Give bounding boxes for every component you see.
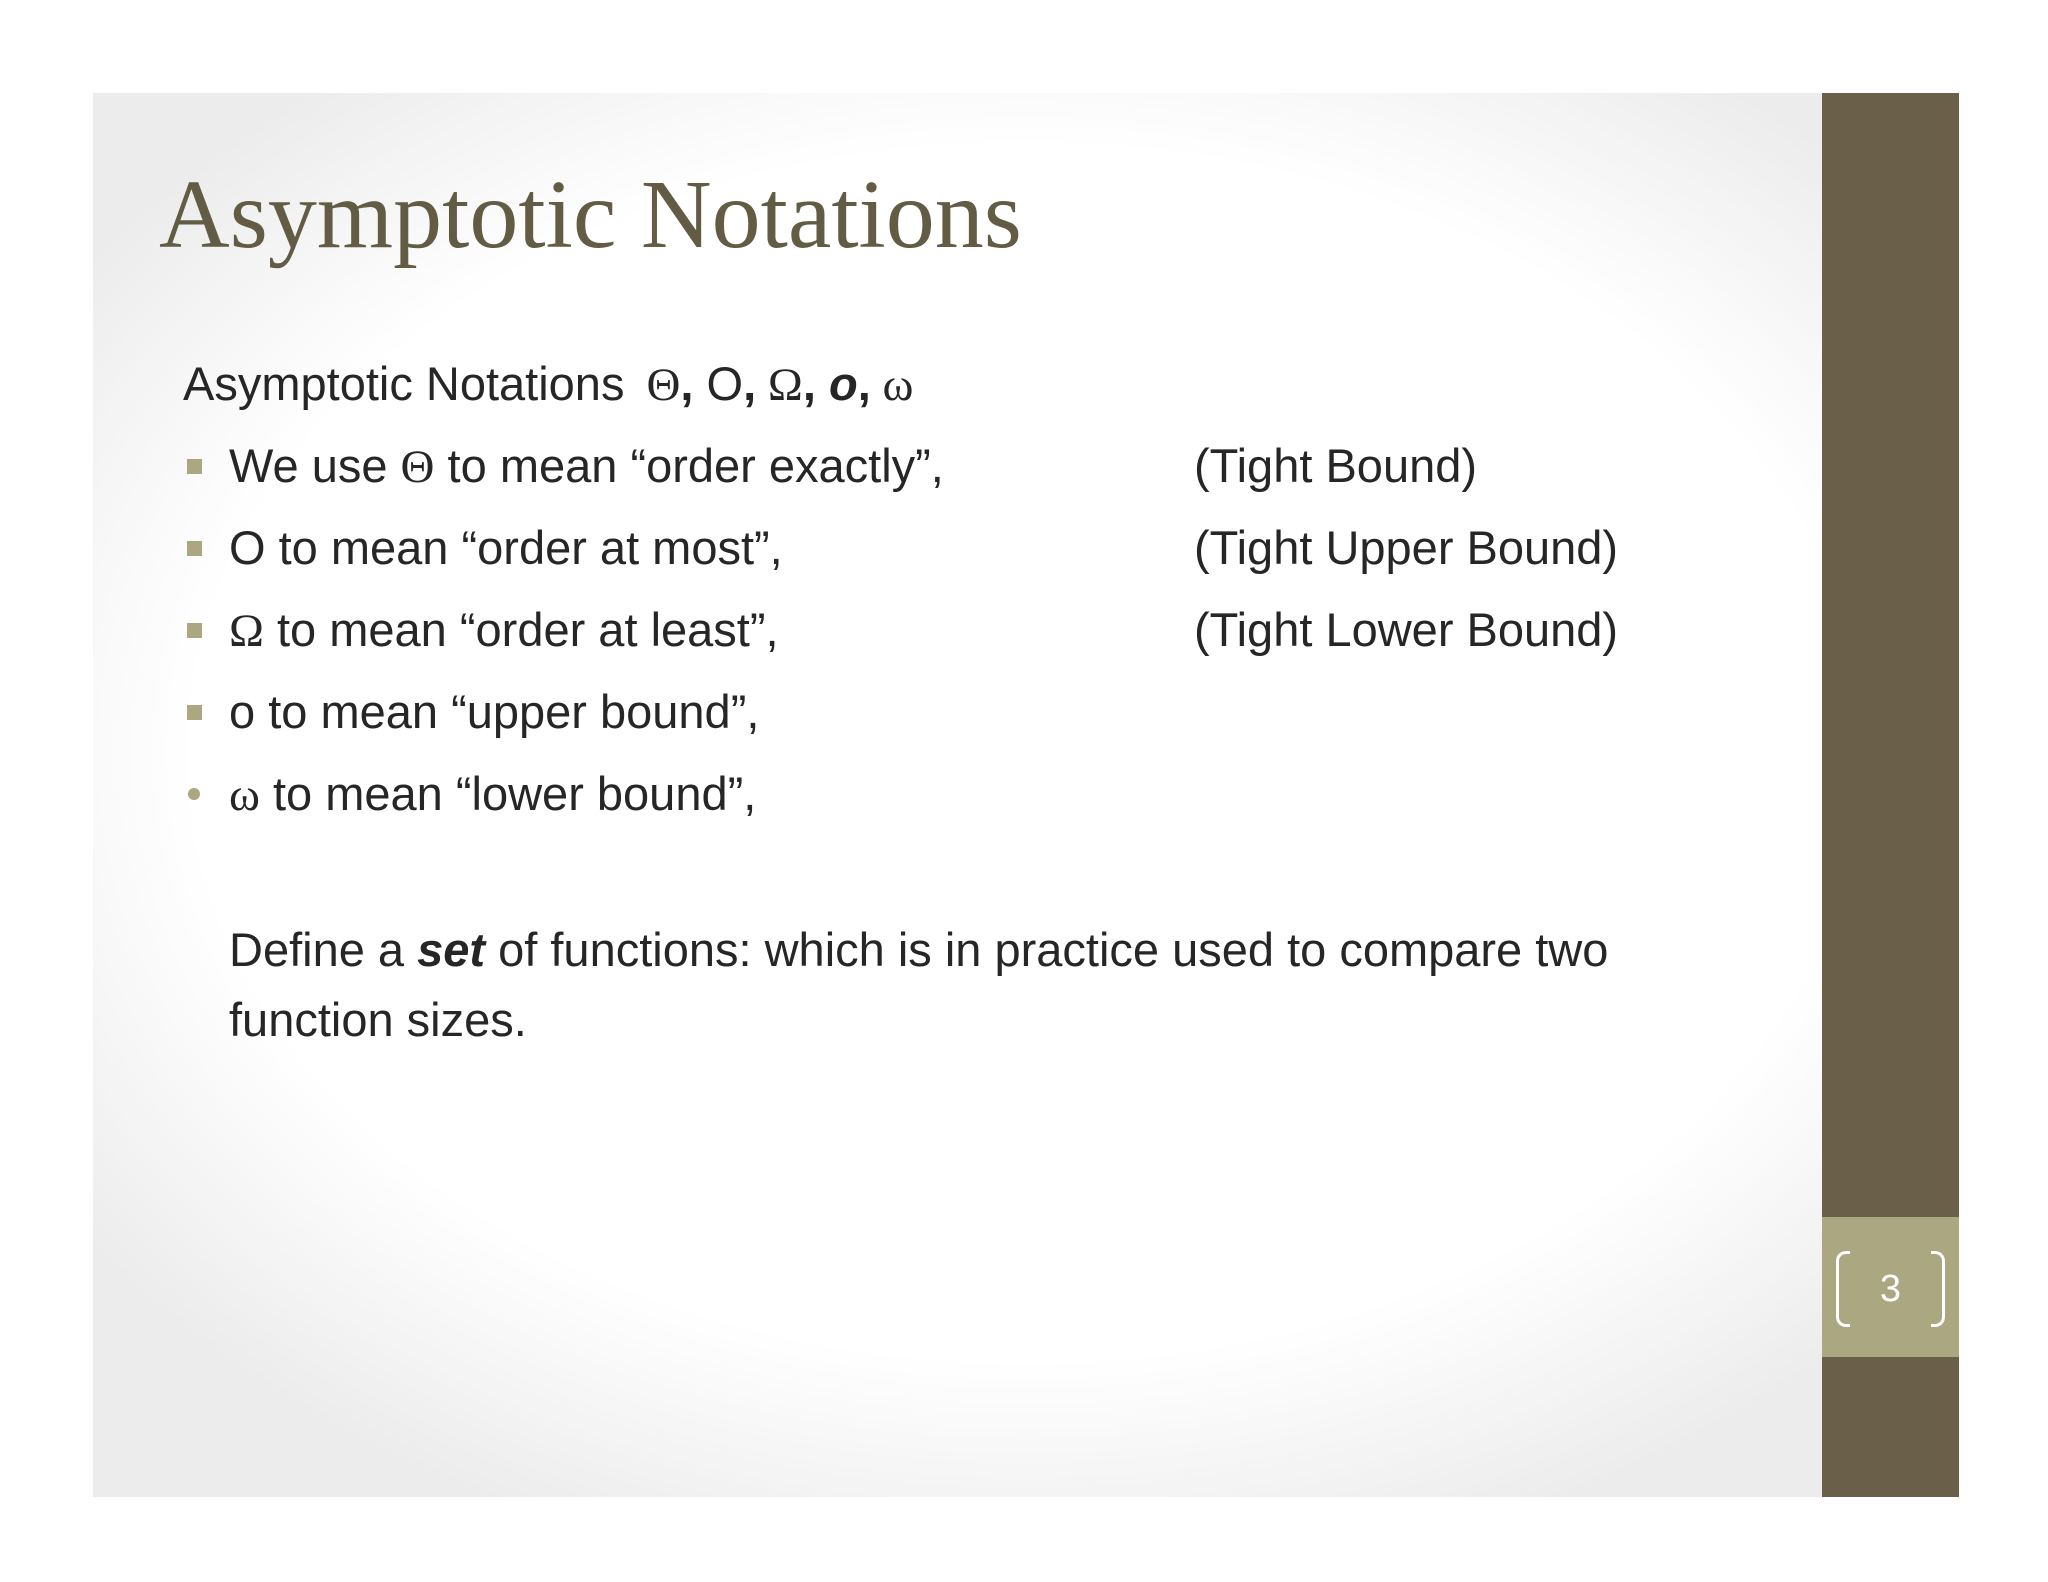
little-omega-symbol: ω: [870, 359, 914, 411]
emphasis-set: set: [417, 923, 486, 976]
little-omega-symbol: ω: [229, 769, 260, 821]
page-number: 3: [1879, 1268, 1902, 1310]
list-item-text: Ω to mean “order at least”,: [229, 603, 779, 657]
theta-symbol: Θ: [646, 359, 681, 411]
square-bullet-icon: [183, 589, 213, 671]
right-bracket-icon: [1931, 1251, 1945, 1327]
theta-symbol: Θ: [400, 441, 435, 493]
omega-symbol: Ω: [756, 359, 803, 411]
list-item-bound: (Tight Upper Bound): [1194, 521, 1619, 574]
o-symbol: O: [693, 357, 744, 410]
list-item: [183, 507, 1783, 589]
square-bullet-icon: [183, 507, 213, 589]
list-item-text: O to mean “order at most”,: [229, 521, 783, 574]
page-number-box: [1822, 1217, 1959, 1357]
notation-list: [183, 425, 1783, 835]
list-item: [183, 425, 1783, 507]
square-bullet-icon: [183, 425, 213, 507]
intro-line: [183, 343, 1783, 425]
list-item-bound: (Tight Lower Bound): [1194, 603, 1619, 656]
little-o-symbol: o: [815, 357, 858, 410]
slide: [93, 93, 1959, 1497]
comma: ,: [857, 357, 871, 410]
list-item-text: ω to mean “lower bound”,: [229, 767, 757, 821]
definition-paragraph: Define a set of functions: which is in practice used to compare two function sizes.: [229, 923, 1609, 1046]
intro-label: Asymptotic Notations: [183, 357, 625, 410]
list-item-bound: (Tight Bound): [1194, 439, 1478, 492]
comma: ,: [802, 357, 816, 410]
comma: ,: [743, 357, 757, 410]
list-item: [183, 753, 1783, 835]
list-item-text: o to mean “upper bound”,: [229, 685, 760, 738]
list-item-text: We use Θ to mean “order exactly”,: [229, 439, 944, 493]
dot-bullet-icon: [183, 753, 213, 835]
comma: ,: [680, 357, 694, 410]
slide-title: Asymptotic Notations: [159, 161, 1022, 269]
omega-symbol: Ω: [229, 605, 264, 657]
square-bullet-icon: [183, 671, 213, 753]
list-item: [183, 671, 1783, 753]
slide-content: [183, 343, 1783, 1055]
list-item: [183, 589, 1783, 671]
